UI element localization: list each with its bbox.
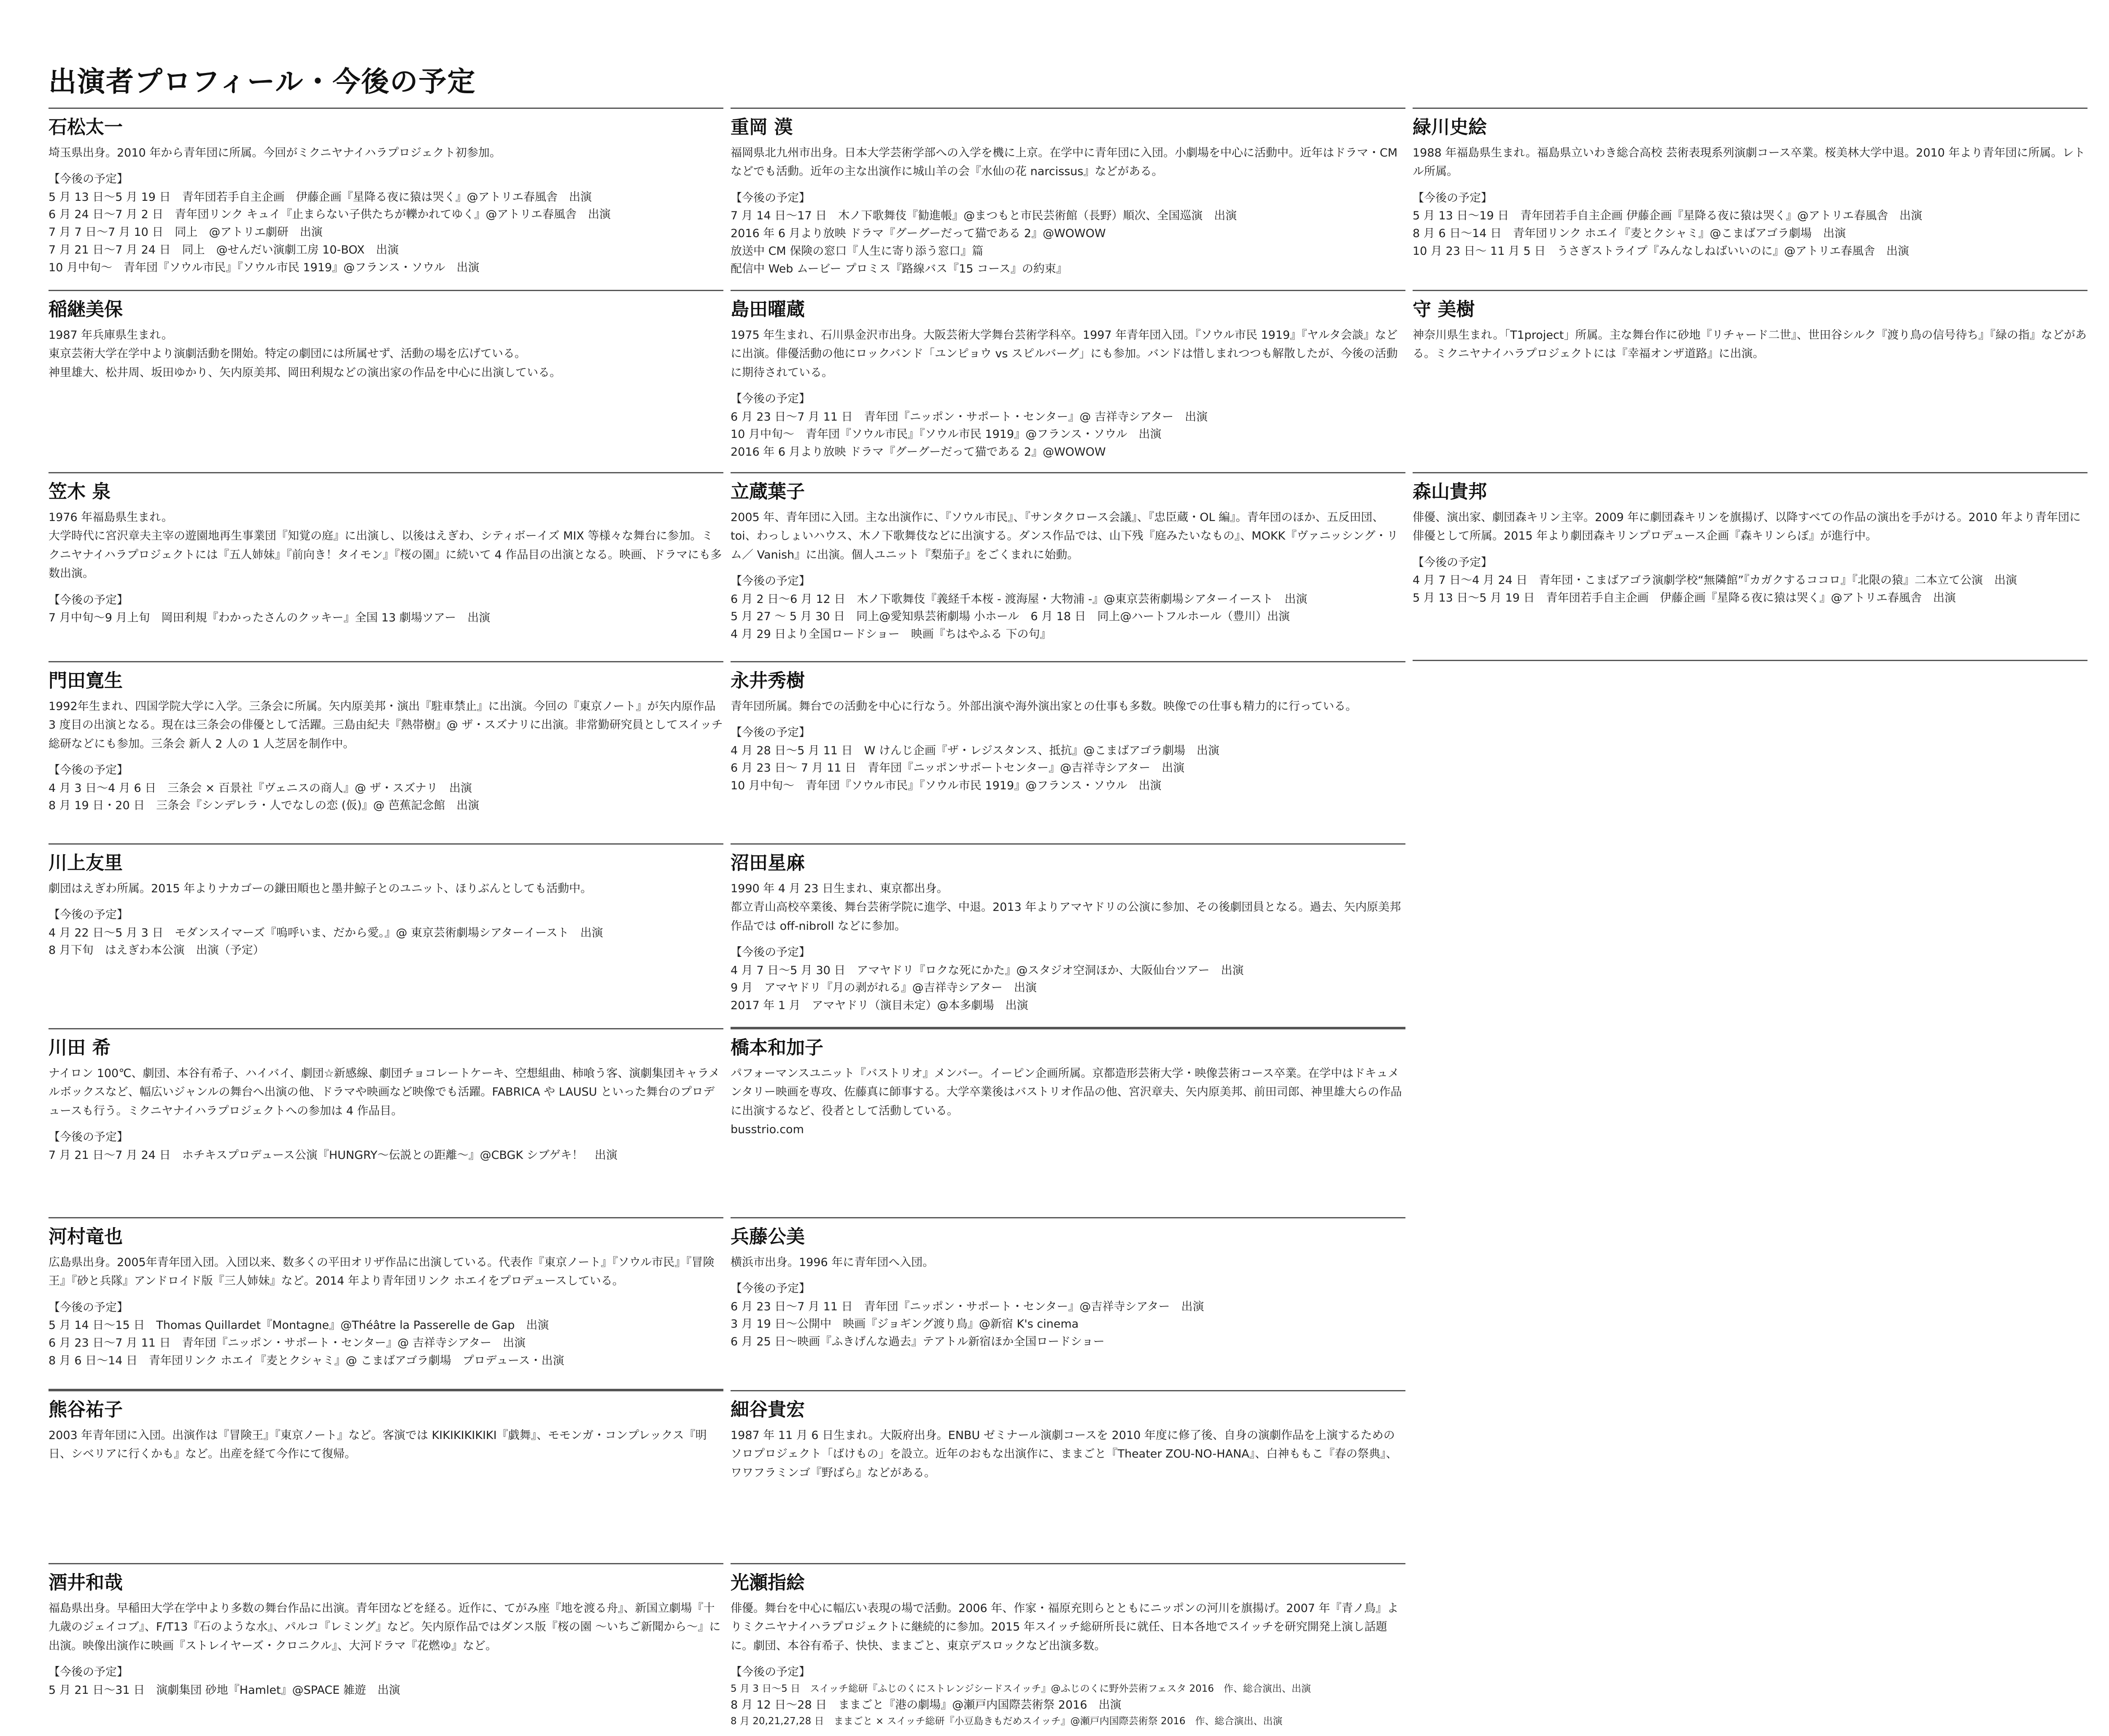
schedule-label: 【今後の予定】 — [731, 1282, 810, 1296]
performer-bio: 俳優。舞台を中心に幅広い表現の場で活動。2006 年、作家・福原充則らとともにニッポンの河川を旗揚げ。2007 年『青ノ鳥』よりミクニヤナイハラプロジェクトに継続的に参加。2015 年スイッチ総研所長に就任、日本各地でスイッチを研究開発上演し話題に。劇団、本谷有希子、快快、ままごと、東京デスロックなど出演多数。 — [731, 1601, 1399, 1652]
schedule-label: 【今後の予定】 — [731, 1666, 810, 1679]
profile-card — [49, 661, 723, 843]
performer-bio: 1992年生まれ、四国学院大学に入学。三条会に所属。矢内原美邦・演出『駐車禁止』に出演。今回の『東京ノート』が矢内原作品 3 度目の出演となる。現在は三条会の俳優として活躍。三島由紀夫『熱帯樹』@ ザ・スズナリに出演。非常勤研究員としてスイッチ総研などにも参加。三条会 新人 2 人の 1 人芝居を制作中。 — [49, 699, 723, 751]
schedule-item: 8 月 19 日・20 日 三条会『シンデレラ・人でなしの恋 (仮)』@ 芭蕉記念館 出演 — [49, 799, 480, 813]
schedule-item: 5 月 14 日〜15 日 Thomas Quillardet『Montagne』@Théâtre la Passerelle de Gap 出演 — [49, 1319, 549, 1332]
performer-name: 河村竜也 — [49, 1226, 123, 1247]
schedule-item: 6 月 2 日〜6 月 12 日 木ノ下歌舞伎『義経千本桜 - 渡海屋・大物浦 -』@東京芸術劇場シアターイースト 出演 — [731, 592, 1308, 606]
performer-bio: 1987 年兵庫県生まれ。 東京芸術大学在学中より演劇活動を開始。特定の劇団には所属せず、活動の場を広げている。 神里雄大、松井周、坂田ゆかり、矢内原美邦、岡田利規などの演出家の作品を中心に出演している。 — [49, 328, 561, 379]
schedule-item: 10 月 23 日〜 11 月 5 日 うさぎストライプ『みんなしねばいいのに』@アトリエ春風舎 出演 — [1413, 244, 1909, 258]
schedule-item: 4 月 7 日〜5 月 30 日 アマヤドリ『ロクな死にかた』@スタジオ空洞ほか、大阪仙台ツアー 出演 — [731, 964, 1244, 977]
performer-name: 立蔵葉子 — [731, 481, 805, 502]
schedule-item: 6 月 23 日〜 7 月 11 日 青年団『ニッポンサポートセンター』@吉祥寺シアター 出演 — [731, 761, 1185, 775]
performer-name: 川上友里 — [49, 852, 123, 874]
performer-name: 森山貴邦 — [1413, 481, 1487, 502]
schedule-item: 7 月 14 日〜17 日 木ノ下歌舞伎『勧進帳』@まつもと市民芸術館（長野）順次、全国巡演 出演 — [731, 209, 1237, 223]
profile-card — [49, 1563, 723, 1736]
performer-name: 沼田星麻 — [731, 852, 805, 874]
profile-card — [49, 1390, 723, 1563]
page-title: 出演者プロフィール・今後の予定 — [49, 65, 476, 98]
schedule-item: 4 月 22 日〜5 月 3 日 モダンスイマーズ『嗚呼いま、だから愛。』@ 東京芸術劇場シアターイースト 出演 — [49, 926, 603, 940]
schedule-item: 5 月 3 日〜5 日 スイッチ総研『ふじのくにストレンジシードスイッチ』@ふじのくに野外芸術フェスタ 2016 作、総合演出、出演 — [731, 1683, 1311, 1694]
schedule-item: 6 月 23 日〜7 月 11 日 青年団『ニッポン・サポート・センター』@ 吉祥寺シアター 出演 — [731, 410, 1208, 424]
schedule-label: 【今後の予定】 — [731, 392, 810, 406]
schedule-item: 3 月 19 日〜公開中 映画『ジョギング渡り鳥』@新宿 K's cinema — [731, 1318, 1079, 1331]
profile-card — [731, 1217, 1405, 1390]
performer-bio: 1975 年生まれ、石川県金沢市出身。大阪芸術大学舞台芸術学科卒。1997 年青年団入団。『ソウル市民 1919』『ヤルタ会談』などに出演。俳優活動の他にロックバンド「ユンピョウ vs スピルバーグ」にも参加。バンドは惜しまれつつも解散したが、今後の活動に期待されている。 — [731, 328, 1398, 379]
schedule-item: 7 月 21 日〜7 月 24 日 ホチキスプロデュース公演『HUNGRY〜伝説との距離〜』@CBGK シブゲキ！ 出演 — [49, 1148, 618, 1162]
schedule-item: 8 月 20,21,27,28 日 ままごと × スイッチ総研『小豆島きもだめスイッチ』@瀬戸内国際芸術祭 2016 作、総合演出、出演 — [731, 1716, 1283, 1727]
schedule-item: 7 月 7 日〜7 月 10 日 同上 @アトリエ劇研 出演 — [49, 226, 323, 239]
schedule-label: 【今後の予定】 — [49, 1131, 128, 1144]
performer-name: 川田 希 — [49, 1037, 111, 1058]
profile-card — [49, 1217, 723, 1390]
schedule-item: 5 月 13 日〜5 月 19 日 青年団若手自主企画 伊藤企画『星降る夜に猿は哭く』@アトリエ春風舎 出演 — [1413, 591, 1956, 605]
performer-name: 笠木 泉 — [49, 481, 111, 502]
schedule-label: 【今後の予定】 — [731, 726, 810, 740]
schedule-item: 2016 年 6 月より放映 ドラマ『グーグーだって猫である 2』@WOWOW — [731, 227, 1106, 240]
performer-bio: ナイロン 100℃、劇団、本谷有希子、ハイバイ、劇団☆新感線、劇団チョコレートケーキ、空想組曲、柿喰う客、演劇集団キャラメルボックスなど、幅広いジャンルの舞台へ出演の他、ドラマや映画など映像でも活躍。FABRICA や LAUSU といった舞台のプロデュースも行う。ミクニヤナイハラプロジェクトへの参加は 4 作品目。 — [49, 1066, 720, 1118]
schedule-item: 5 月 27 〜 5 月 30 日 同上@愛知県芸術劇場 小ホール 6 月 18 日 同上@ハートフルホール（豊川）出演 — [731, 610, 1290, 624]
schedule-item: 10 月中旬〜 青年団『ソウル市民』『ソウル市民 1919』@フランス・ソウル 出演 — [731, 428, 1162, 441]
profile-card — [1413, 472, 2087, 661]
schedule-item: 4 月 3 日〜4 月 6 日 三条会 × 百景社『ヴェニスの商人』@ ザ・スズナリ 出演 — [49, 781, 472, 795]
schedule-label: 【今後の予定】 — [731, 191, 810, 205]
profile-card — [49, 472, 723, 661]
schedule-label: 【今後の予定】 — [49, 593, 128, 607]
schedule-item: 放送中 CM 保険の窓口『人生に寄り添う窓口』篇 — [731, 244, 984, 258]
performer-bio: 1976 年福島県生まれ。 大学時代に宮沢章夫主宰の遊園地再生事業団『知覚の庭』に出演し、以後はえぎわ、シティボーイズ MIX 等様々な舞台に参加。ミクニヤナイハラプロジェクトには『五人姉妹』『前向き！タイモン』『桜の園』に続いて 4 作品目の出演となる。映画、ドラマにも多数出演。 — [49, 510, 722, 580]
profile-card — [731, 108, 1405, 290]
schedule-item: 6 月 25 日〜映画『ふきげんな過去』テアトル新宿ほか全国ロードショー — [731, 1335, 1105, 1349]
performer-bio: 神奈川県生まれ。「T1project」所属。主な舞台作に砂地『リチャード二世』、世田谷シルク『渡り鳥の信号待ち』『緑の指』などがある。ミクニヤナイハラプロジェクトには『幸福オンザ道路』に出演。 — [1413, 328, 2087, 361]
schedule-item: 8 月 12 日〜28 日 ままごと『港の劇場』@瀬戸内国際芸術祭 2016 出演 — [731, 1698, 1122, 1712]
schedule-item: 5 月 13 日〜19 日 青年団若手自主企画 伊藤企画『星降る夜に猿は哭く』@アトリエ春風舎 出演 — [1413, 209, 1923, 223]
schedule-label: 【今後の予定】 — [1413, 191, 1492, 205]
performer-bio: 1988 年福島県生まれ。福島県立いわき総合高校 芸術表現系列演劇コース卒業。桜美林大学中退。2010 年より青年団に所属。レトル所属。 — [1413, 146, 2085, 178]
performer-name: 酒井和哉 — [49, 1572, 123, 1593]
performer-bio: 劇団はえぎわ所属。2015 年よりナカゴーの鎌田順也と墨井鯨子とのユニット、ほりぶんとしても活動中。 — [49, 882, 592, 895]
profile-card — [1413, 290, 2087, 472]
performer-name: 稲継美保 — [49, 299, 123, 320]
profile-card — [731, 1563, 1405, 1736]
schedule-item: 2016 年 6 月より放映 ドラマ『グーグーだって猫である 2』@WOWOW — [731, 445, 1106, 459]
profile-card — [731, 843, 1405, 1028]
profile-card — [49, 843, 723, 1028]
performer-name: 熊谷祐子 — [49, 1399, 123, 1420]
schedule-item: 4 月 29 日より全国ロードショー 映画『ちはやふる 下の句』 — [731, 628, 1052, 641]
performer-bio: 俳優、演出家、劇団森キリン主宰。2009 年に劇団森キリンを旗揚げ、以降すべての作品の演出を手がける。2010 年より青年団に俳優として所属。2015 年より劇団森キリンプロデュース企画『森キリンらぼ』が進行中。 — [1413, 510, 2081, 543]
profile-card — [731, 661, 1405, 843]
performer-bio: 福島県出身。早稲田大学在学中より多数の舞台作品に出演。青年団などを経る。近作に、てがみ座『地を渡る舟』、新国立劇場『十九歳のジェイコブ』、F/T13『石のような水』、パルコ『レミング』など。矢内原作品ではダンス版『桜の園 〜いちご新聞から〜』に出演。映像出演作に映画『ストレイヤーズ・クロニクル』、大河ドラマ『花燃ゆ』など。 — [49, 1601, 721, 1652]
performer-bio: 2003 年青年団に入団。出演作は『冒険王』『東京ノート』など。客演では KIKIKIKIKIKI『戯舞』、モモンガ・コンプレックス『明日、シベリアに行くかも』など。出産を経て今作にて復帰。 — [49, 1428, 707, 1461]
profile-card — [731, 1390, 1405, 1563]
schedule-item: 5 月 13 日〜5 月 19 日 青年団若手自主企画 伊藤企画『星降る夜に猿は哭く』@アトリエ春風舎 出演 — [49, 190, 592, 204]
performer-name: 石松太一 — [49, 116, 123, 138]
schedule-label: 【今後の予定】 — [49, 1301, 128, 1314]
schedule-item: 5 月 21 日〜31 日 演劇集団 砂地『Hamlet』@SPACE 雑遊 出演 — [49, 1683, 400, 1697]
profile-grid — [49, 108, 2088, 1727]
schedule-label: 【今後の予定】 — [731, 575, 810, 588]
schedule-item: 4 月 28 日〜5 月 11 日 W けんじ企画『ザ・レジスタンス、抵抗』@こまばアゴラ劇場 出演 — [731, 744, 1220, 757]
schedule-item: 配信中 Web ムービー プロミス『路線バス『15 コース』の約束』 — [731, 262, 1068, 275]
schedule-item: 6 月 23 日〜7 月 11 日 青年団『ニッポン・サポート・センター』@吉祥寺シアター 出演 — [731, 1300, 1204, 1313]
schedule-item: 6 月 24 日〜7 月 2 日 青年団リンク キュイ『止まらない子供たちが轢かれてゆく』@アトリエ春風舎 出演 — [49, 208, 611, 221]
schedule-item: 8 月 6 日〜14 日 青年団リンク ホエイ『麦とクシャミ』@こまばアゴラ劇場 出演 — [1413, 227, 1846, 240]
schedule-label: 【今後の予定】 — [1413, 556, 1492, 569]
schedule-label: 【今後の予定】 — [49, 908, 128, 922]
performer-bio: 埼玉県出身。2010 年から青年団に所属。今回がミクニヤナイハラプロジェクト初参加。 — [49, 146, 501, 159]
schedule-item: 2017 年 1 月 アマヤドリ（演目未定）@本多劇場 出演 — [731, 999, 1028, 1012]
profile-card — [731, 472, 1405, 661]
performer-name: 島田曜蔵 — [731, 299, 805, 320]
schedule-item: 7 月 21 日〜7 月 24 日 同上 @せんだい演劇工房 10-BOX 出演 — [49, 243, 399, 257]
performer-name: 門田寛生 — [49, 670, 123, 691]
performer-name: 橋本和加子 — [731, 1037, 823, 1058]
schedule-label: 【今後の予定】 — [731, 946, 810, 959]
performer-name: 重岡 漠 — [731, 116, 793, 138]
performer-bio: 横浜市出身。1996 年に青年団へ入団。 — [731, 1255, 934, 1269]
schedule-label: 【今後の予定】 — [49, 1666, 128, 1679]
performer-name: 兵藤公美 — [731, 1226, 805, 1247]
schedule-label: 【今後の予定】 — [49, 173, 128, 186]
schedule-item: 7 月中旬〜9 月上旬 岡田利規『わかったさんのクッキー』全国 13 劇場ツアー 出演 — [49, 611, 491, 625]
performer-name: 緑川史絵 — [1413, 116, 1487, 138]
schedule-item: 4 月 7 日〜4 月 24 日 青年団・こまばアゴラ演劇学校“無隣館”『カガクするココロ』『北限の猿』二本立て公演 出演 — [1413, 574, 2017, 587]
schedule-item: 8 月下旬 はえぎわ本公演 出演（予定） — [49, 944, 264, 957]
profile-card — [49, 1028, 723, 1217]
performer-name: 永井秀樹 — [731, 670, 805, 691]
performer-bio: パフォーマンスユニット『バストリオ』メンバー。イーピン企画所属。京都造形芸術大学・映像芸術コース卒業。在学中はドキュメンタリー映画を専攻、佐藤真に師事する。大学卒業後はバストリオ作品の他、宮沢章夫、矢内原美邦、前田司郎、神里雄大らの作品に出演するなど、役者として活動している。 busstrio.com — [731, 1066, 1402, 1137]
performer-bio: 2005 年、青年団に入団。主な出演作に、『ソウル市民』、『サンタクロース会議』、『忠臣蔵・OL 編』。青年団のほか、五反田団、toi、わっしょいハウス、木ノ下歌舞伎などに出演する。ダンス作品では、山下残『庭みたいなもの』、MOKK『ヴァニッシング・リム／ Vanish』に出演。個人ユニット『梨茄子』をごくまれに始動。 — [731, 510, 1398, 562]
schedule-item: 8 月 6 日〜14 日 青年団リンク ホエイ『麦とクシャミ』@ こまばアゴラ劇場 プロデュース・出演 — [49, 1354, 564, 1367]
performer-bio: 1990 年 4 月 23 日生まれ、東京都出身。 都立青山高校卒業後、舞台芸術学院に進学、中退。2013 年よりアマヤドリの公演に参加、その後劇団員となる。過去、矢内原美邦作品では off-nibroll などに参加。 — [731, 882, 1401, 933]
profile-card — [1413, 108, 2087, 290]
performer-name: 光瀬指絵 — [731, 1572, 805, 1593]
schedule-item: 10 月中旬〜 青年団『ソウル市民』『ソウル市民 1919』@フランス・ソウル 出演 — [49, 261, 480, 274]
performer-bio: 福岡県北九州市出身。日本大学芸術学部への入学を機に上京。在学中に青年団に入団。小劇場を中心に活動中。近年はドラマ・CM などでも活動。近年の主な出演作に城山羊の会『水仙の花 narcissus』などがある。 — [731, 146, 1398, 178]
schedule-item: 6 月 23 日〜7 月 11 日 青年団『ニッポン・サポート・センター』@ 吉祥寺シアター 出演 — [49, 1336, 526, 1350]
schedule-item: 10 月中旬〜 青年団『ソウル市民』『ソウル市民 1919』@フランス・ソウル 出演 — [731, 779, 1162, 793]
profile-card — [49, 290, 723, 472]
profile-card — [731, 290, 1405, 472]
performer-name: 細谷貴宏 — [731, 1399, 805, 1420]
performer-bio: 1987 年 11 月 6 日生まれ。大阪府出身。ENBU ゼミナール演劇コースを 2010 年度に修了後、自身の演劇作品を上演するためのソロプロジェクト「ばけもの」を設立。近年のおもな出演作に、ままごと『Theater ZOU-NO-HANA』、白神ももこ『春の祭典』、ワワフラミンゴ『野ばら』などがある。 — [731, 1428, 1397, 1480]
performer-bio: 広島県出身。2005年青年団入団。入団以来、数多くの平田オリザ作品に出演している。代表作『東京ノート』『ソウル市民』『冒険王』『砂と兵隊』アンドロイド版『三人姉妹』など。2014 年より青年団リンク ホエイをプロデュースしている。 — [49, 1255, 715, 1288]
schedule-item: 9 月 アマヤドリ『月の剥がれる』@吉祥寺シアター 出演 — [731, 981, 1037, 995]
profile-card — [731, 1028, 1405, 1217]
profile-card — [49, 108, 723, 290]
performer-name: 守 美樹 — [1413, 299, 1475, 320]
performer-bio: 青年団所属。舞台での活動を中心に行なう。外部出演や海外演出家との仕事も多数。映像での仕事も精力的に行っている。 — [731, 699, 1357, 713]
schedule-label: 【今後の予定】 — [49, 764, 128, 777]
